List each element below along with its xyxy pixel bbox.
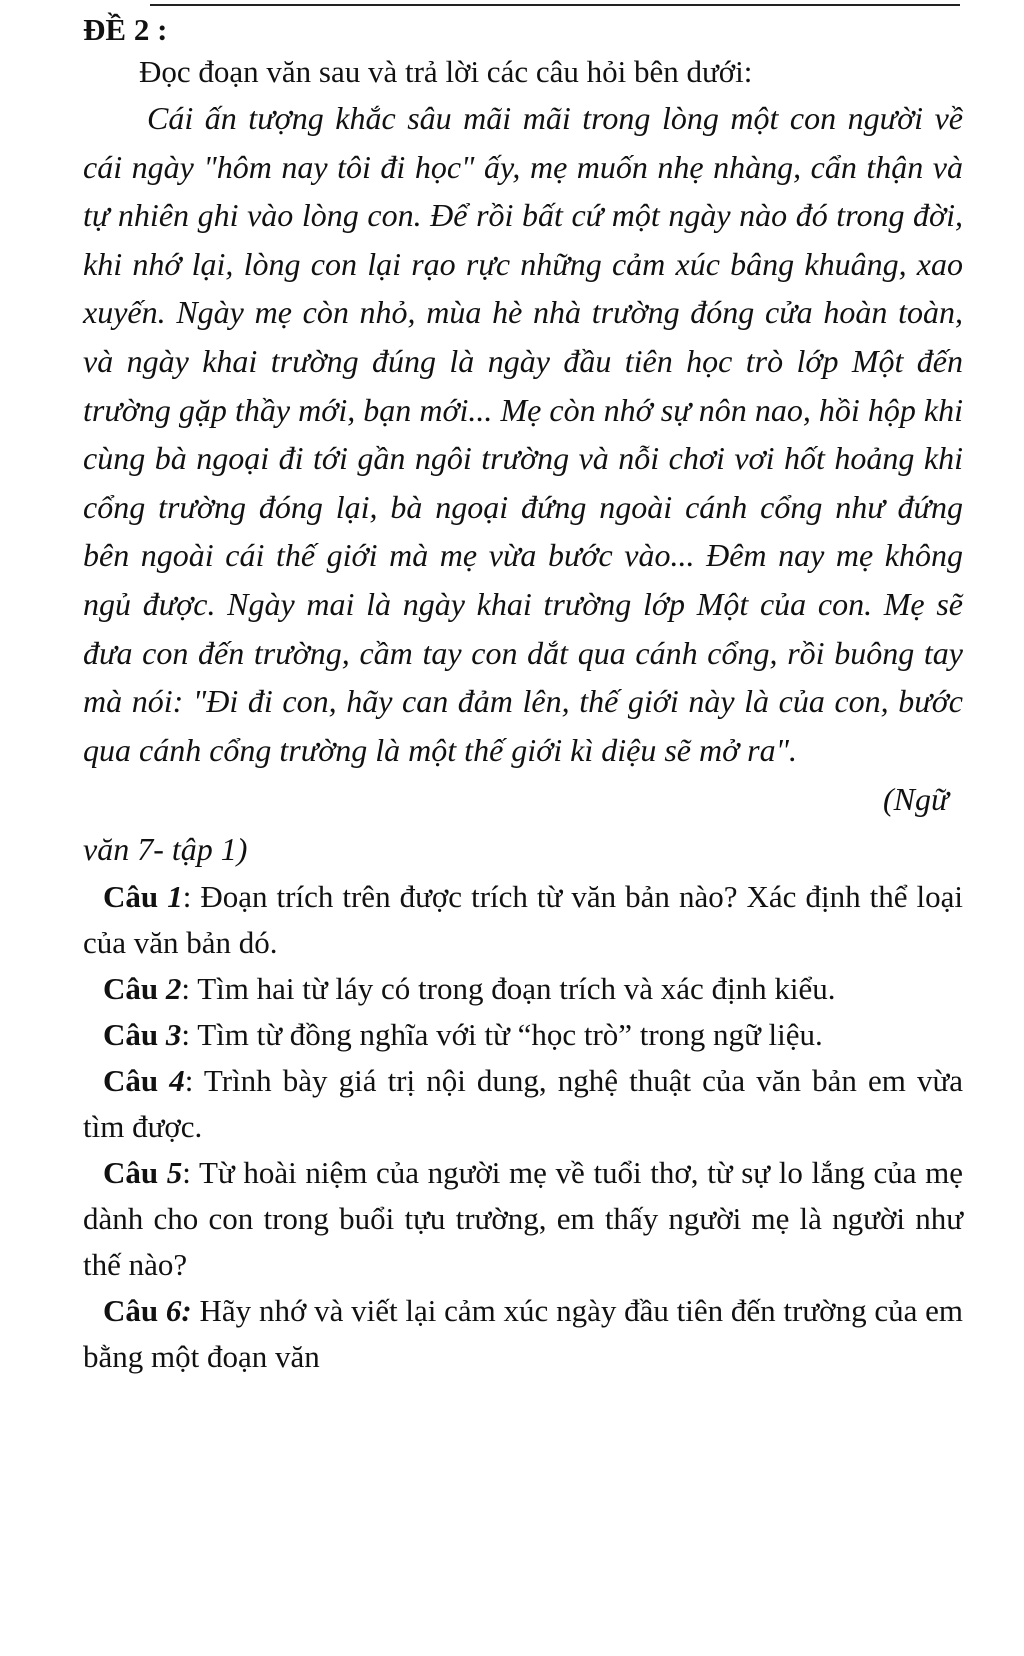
exam-heading: ĐỀ 2 : xyxy=(83,12,168,47)
question-text: Đoạn trích trên được trích từ văn bản nào? Xác định thể loại của văn bản dó. xyxy=(83,879,964,961)
question-label: Câu 5 xyxy=(103,1155,183,1191)
question-text: Hãy nhớ và viết lại cảm xúc ngày đầu tiên đến trường của em bằng một đoạn văn xyxy=(83,1293,963,1375)
question-5: Câu 5: Từ hoài niệm của người mẹ về tuổi thơ, từ sự lo lắng của mẹ dành cho con trong buổi tựu trường, em thấy người mẹ là người như thế nào? xyxy=(83,1155,963,1283)
question-1: Câu 1: Đoạn trích trên được trích từ văn bản nào? Xác định thể loại của văn bản dó. xyxy=(83,879,964,961)
question-label: Câu 4 xyxy=(103,1063,185,1099)
question-text: Từ hoài niệm của người mẹ về tuổi thơ, từ sự lo lắng của mẹ dành cho con trong buổi tựu trường, em thấy người mẹ là người như thế nào? xyxy=(83,1155,963,1283)
question-6 xyxy=(83,1288,963,1380)
top-rule xyxy=(150,4,960,6)
exam-page xyxy=(83,12,963,1380)
question-3: Câu 3: Tìm từ đồng nghĩa với từ “học trò” trong ngữ liệu. xyxy=(103,1017,823,1053)
passage-source: (Ngữ văn 7- tập 1) xyxy=(83,781,949,868)
question-text: Tìm từ đồng nghĩa với từ “học trò” trong ngữ liệu. xyxy=(190,1017,823,1053)
cut-off-next-line xyxy=(83,1650,503,1656)
question-label: Câu 2 xyxy=(103,971,182,1007)
question-label: Câu 1 xyxy=(103,879,183,915)
question-label: Câu 3 xyxy=(103,1017,182,1053)
instruction-text: Đọc đoạn văn sau và trả lời các câu hỏi bên dưới: xyxy=(139,54,753,89)
question-4: Câu 4: Trình bày giá trị nội dung, nghệ thuật của văn bản em vừa tìm được. xyxy=(83,1063,963,1145)
question-2: Câu 2: Tìm hai từ láy có trong đoạn trích và xác định kiểu. xyxy=(103,971,836,1007)
question-text: Tìm hai từ láy có trong đoạn trích và xác định kiểu. xyxy=(190,971,836,1007)
question-text: Trình bày giá trị nội dung, nghệ thuật của văn bản em vừa tìm được. xyxy=(83,1063,963,1145)
question-label: Câu 6: xyxy=(103,1293,192,1329)
question-list xyxy=(83,874,963,1380)
reading-passage: Cái ấn tượng khắc sâu mãi mãi trong lòng một con người về cái ngày "hôm nay tôi đi học" ấy, mẹ muốn nhẹ nhàng, cẩn thận và tự nhiên ghi vào lòng con. Để rồi bất cứ một ngày nào đó trong đời, khi nhớ lại, lòng con lại rạo rực những cảm xúc bâng khuâng, xao xuyến. Ngày mẹ còn nhỏ, mùa hè nhà trường đóng cửa hoàn toàn, và ngày khai trường đúng là ngày đầu tiên học trò lớp Một đến trường gặp thầy mới, bạn mới... Mẹ còn nhớ sự nôn nao, hồi hộp khi cùng bà ngoại đi tới gần ngôi trường và nỗi chơi vơi hốt hoảng khi cổng trường đóng lại, bà ngoại đứng ngoài cánh cổng như đứng bên ngoài cái thế giới mà mẹ vừa bước vào... Đêm nay mẹ không ngủ được. Ngày mai là ngày khai trường lớp Một của con. Mẹ sẽ đưa con đến trường, cầm tay con dắt qua cánh cổng, rồi buông tay mà nói: "Đi đi con, hãy can đảm lên, thế giới này là của con, bước qua cánh cổng trường là một thế giới kì diệu sẽ mở ra". xyxy=(83,100,963,768)
